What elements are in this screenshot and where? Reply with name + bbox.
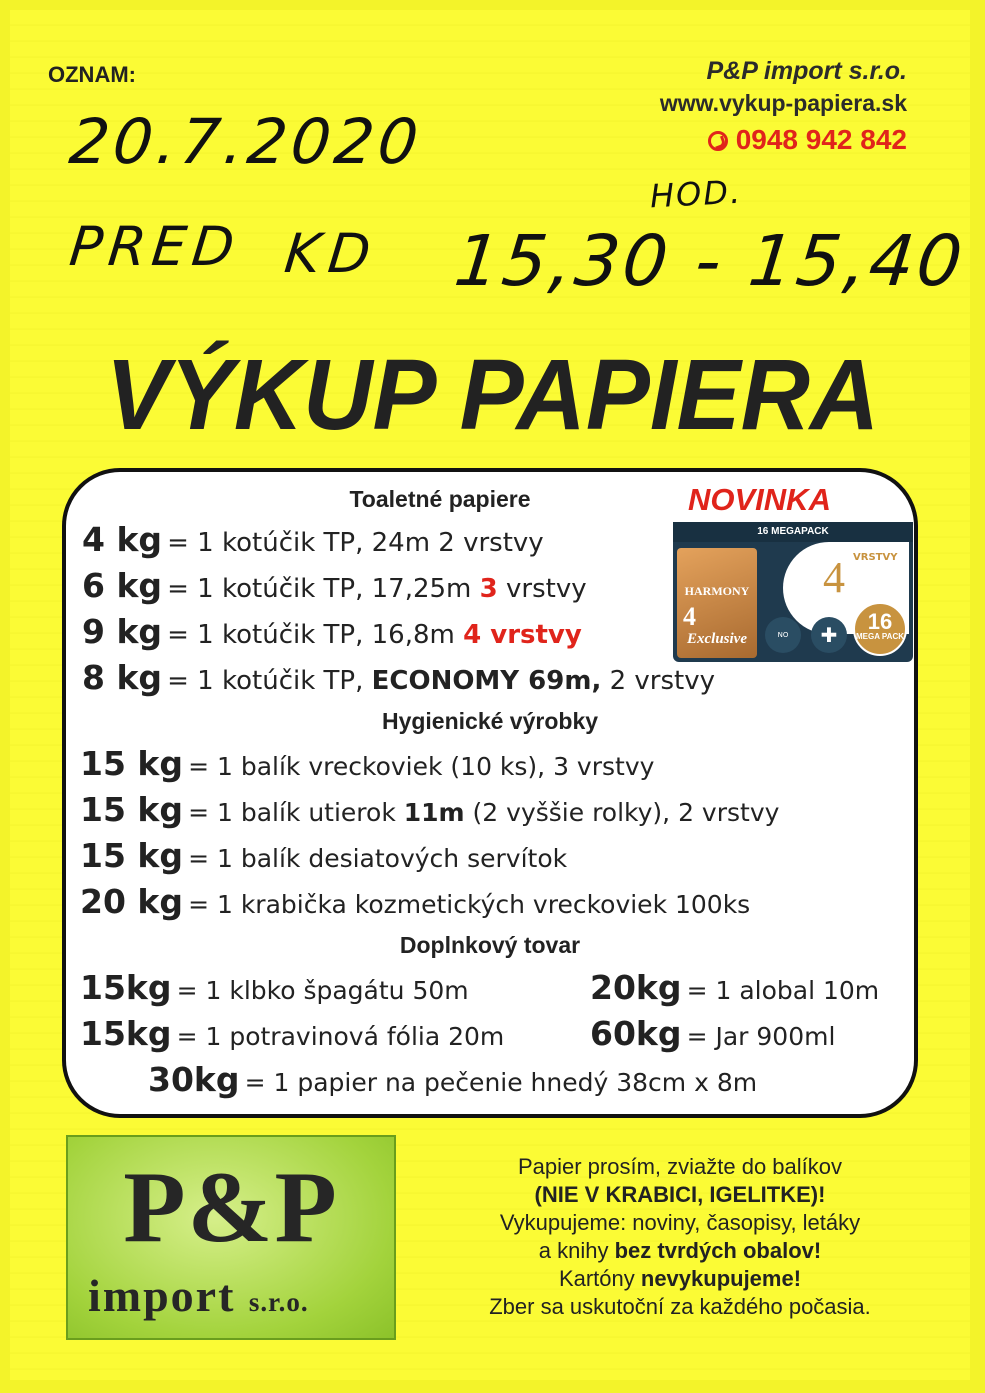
megapack-count: 16 xyxy=(867,609,893,634)
cross-icon: ✚ xyxy=(811,617,847,653)
novinka-label: NOVINKA xyxy=(688,482,831,517)
list-item: 4 kg = 1 kotúčik TP, 24m 2 vrstvy xyxy=(82,520,544,559)
product-layers: 4 xyxy=(683,602,696,631)
handwritten-date: 20.7.2020 xyxy=(66,105,426,178)
list-item: 60kg = Jar 900ml xyxy=(590,1014,836,1053)
list-item: 15 kg = 1 balík vreckoviek (10 ks), 3 vrstvy xyxy=(80,744,655,783)
product-brand: HARMONY xyxy=(684,584,750,598)
megapack-label: MEGA PACK xyxy=(856,632,904,641)
product-pack xyxy=(677,548,757,658)
list-item: 20kg = 1 alobal 10m xyxy=(590,968,880,1007)
handwritten-hod: HOD. xyxy=(649,172,743,216)
phone-icon xyxy=(708,131,728,151)
handwritten-pred: PRED xyxy=(66,215,244,278)
list-item: 15kg = 1 klbko špagátu 50m xyxy=(80,968,469,1007)
handwritten-time: 15,30 - 15,40 xyxy=(450,220,969,302)
megapack-badge xyxy=(853,602,907,656)
product-roll-layers: 4 xyxy=(823,553,845,602)
product-exclusive: Exclusive xyxy=(687,631,747,647)
list-item: 9 kg = 1 kotúčik TP, 16,8m 4 vrstvy xyxy=(82,612,582,651)
no-perfume-badge: NO PERFUME xyxy=(765,617,801,653)
list-item: 30kg = 1 papier na pečenie hnedý 38cm x 8m xyxy=(148,1060,758,1099)
list-item: 15kg = 1 potravinová fólia 20m xyxy=(80,1014,505,1053)
product-image xyxy=(673,522,913,675)
list-item: 8 kg = 1 kotúčik TP, ECONOMY 69m, 2 vrstvy xyxy=(82,658,716,697)
list-item: 20 kg = 1 krabička kozmetických vreckoviek 100ks xyxy=(80,882,751,921)
phone-number[interactable]: 0948 942 842 xyxy=(735,124,907,155)
price-list-box xyxy=(62,468,918,1118)
section-hygienicke: Hygienické výrobky xyxy=(381,708,599,734)
headline: VÝKUP PAPIERA xyxy=(105,339,880,451)
logo-pp: P&P xyxy=(123,1151,339,1264)
website-link[interactable]: www.vykup-papiera.sk xyxy=(659,90,907,116)
section-doplnkovy: Doplnkový tovar xyxy=(399,932,581,958)
section-toaletne: Toaletné papiere xyxy=(349,486,531,512)
company-header xyxy=(660,55,907,159)
company-logo xyxy=(66,1135,396,1340)
product-roll-vrstvy: VRSTVY xyxy=(853,552,898,563)
handwritten-kd: KD xyxy=(281,222,382,285)
product-band: 16 MEGAPACK xyxy=(673,522,913,542)
oznam-label: OZNAM: xyxy=(48,62,136,87)
phone-line xyxy=(660,121,907,159)
list-item: 15 kg = 1 balík utierok 11m (2 vyššie rolky), 2 vrstvy xyxy=(80,790,780,829)
list-item: 6 kg = 1 kotúčik TP, 17,25m 3 vrstvy xyxy=(82,566,587,605)
logo-import: import s.r.o. xyxy=(88,1270,309,1321)
instructions-note: Papier prosím, zviažte do balíkov (NIE V KRABICI, IGELITKE)! Vykupujeme: noviny, časopisy, letáky a knihy bez tvrdých obalov! Kartóny nevykupujeme! Zber sa uskutoční za každého počasia. xyxy=(489,1154,871,1319)
company-name: P&P import s.r.o. xyxy=(706,57,907,85)
list-item: 15 kg = 1 balík desiatových servítok xyxy=(80,836,568,875)
